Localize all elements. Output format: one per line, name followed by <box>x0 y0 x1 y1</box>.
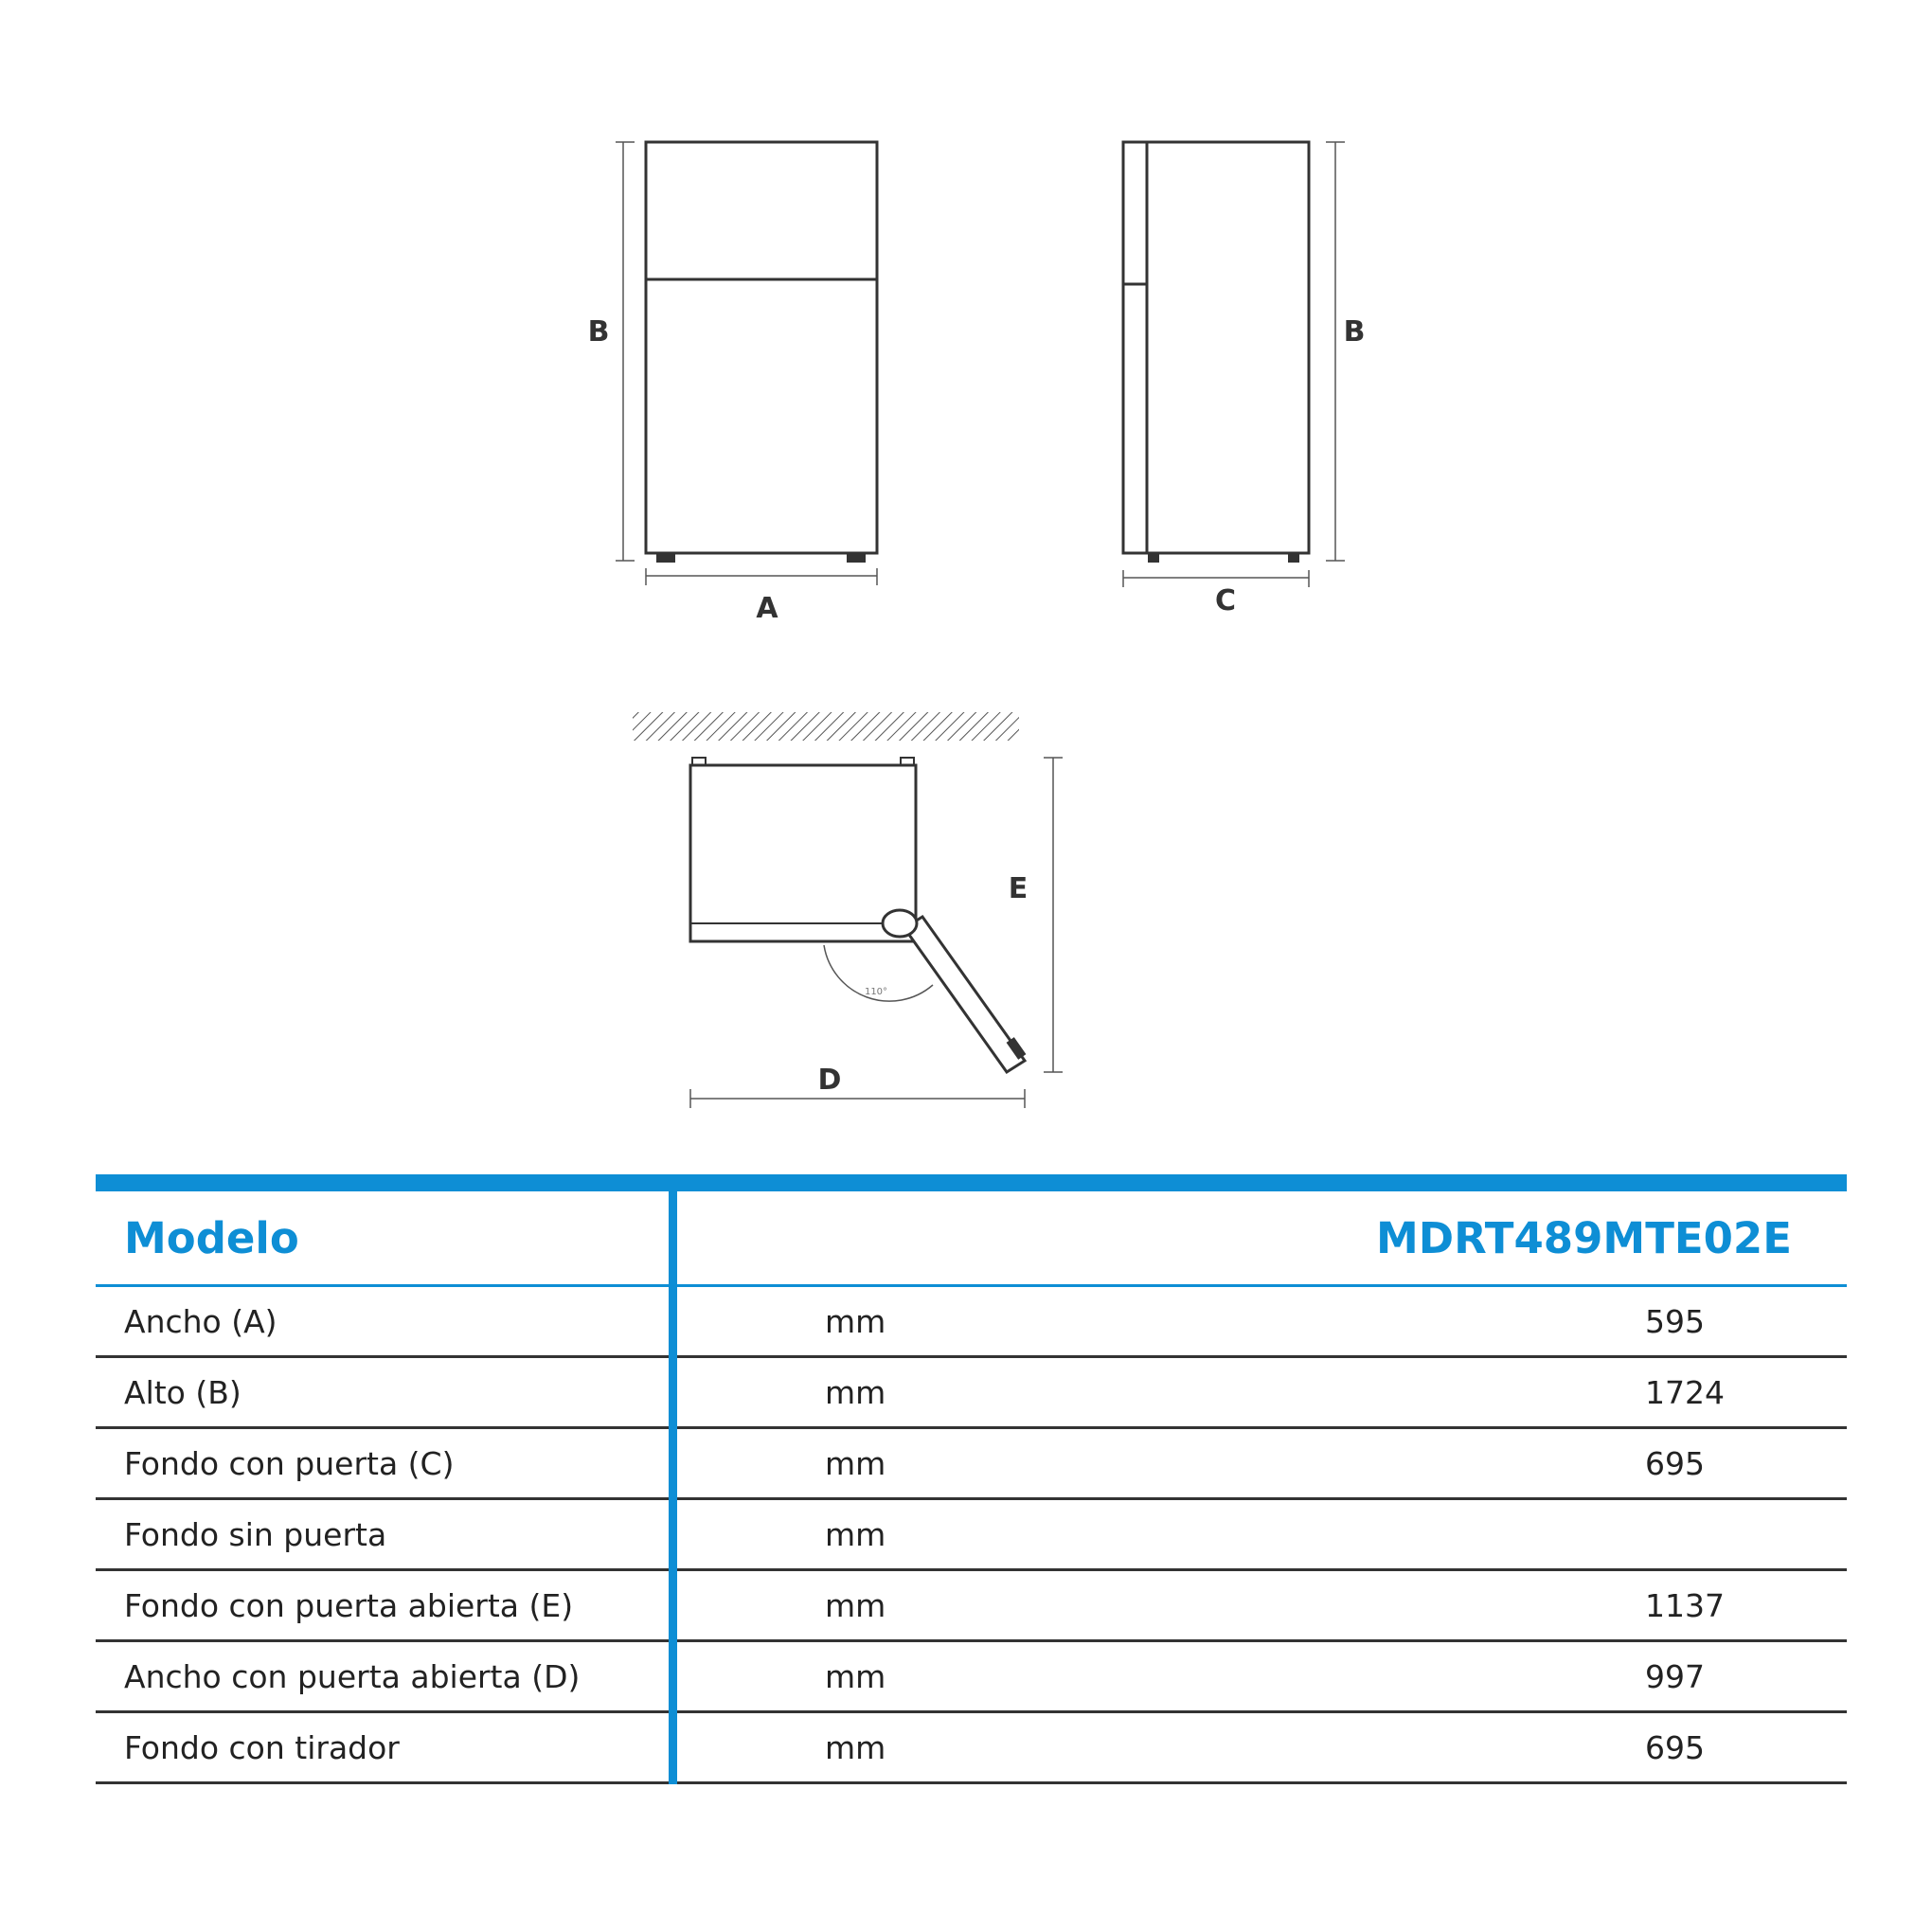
column-separator <box>669 1357 677 1428</box>
side-height-label: B <box>1343 315 1366 349</box>
side-foot-left <box>1148 553 1159 563</box>
table-row <box>96 1641 1847 1712</box>
front-height-label: B <box>587 315 610 349</box>
column-separator <box>669 1499 677 1570</box>
top-fridge-body <box>690 765 916 941</box>
row-label: Alto (B) <box>96 1357 669 1428</box>
column-separator <box>669 1190 677 1286</box>
front-view <box>588 142 877 625</box>
table-row <box>96 1428 1847 1499</box>
front-foot-right <box>847 553 866 563</box>
column-separator <box>669 1570 677 1641</box>
opening-angle-label: 110° <box>864 987 888 997</box>
table-header-row <box>96 1190 1847 1286</box>
front-fridge-body <box>646 142 877 553</box>
table-row <box>96 1570 1847 1641</box>
row-unit: mm <box>677 1428 1084 1499</box>
side-view <box>1123 142 1365 617</box>
front-width-label: A <box>756 592 778 625</box>
row-value: 1137 <box>1084 1570 1847 1641</box>
table-top-bar <box>96 1174 1847 1190</box>
row-unit: mm <box>677 1499 1084 1570</box>
table-row <box>96 1357 1847 1428</box>
top-depth-label: E <box>1008 872 1029 905</box>
side-fridge-body <box>1123 142 1309 553</box>
row-label: Ancho con puerta abierta (D) <box>96 1641 669 1712</box>
front-height-dimension <box>616 142 635 561</box>
front-width-dimension <box>646 568 877 585</box>
row-unit: mm <box>677 1286 1084 1357</box>
table-row <box>96 1286 1847 1357</box>
row-unit: mm <box>677 1712 1084 1783</box>
side-depth-label: C <box>1214 584 1237 617</box>
open-door <box>883 910 1025 1072</box>
row-value: 1724 <box>1084 1357 1847 1428</box>
table-row <box>96 1712 1847 1783</box>
wall-hatch <box>633 712 1019 741</box>
spec-table <box>96 1174 1847 1784</box>
column-separator <box>669 1428 677 1499</box>
row-value: 997 <box>1084 1641 1847 1712</box>
column-separator <box>669 1712 677 1783</box>
top-view <box>633 712 1063 1108</box>
row-value: 695 <box>1084 1428 1847 1499</box>
front-foot-left <box>656 553 675 563</box>
row-value <box>1084 1499 1847 1570</box>
row-label: Fondo con puerta abierta (E) <box>96 1570 669 1641</box>
row-unit: mm <box>677 1570 1084 1641</box>
top-width-dimension <box>690 1089 1025 1108</box>
row-label: Fondo con tirador <box>96 1712 669 1783</box>
header-label: Modelo <box>96 1190 669 1286</box>
row-unit: mm <box>677 1641 1084 1712</box>
column-separator <box>669 1286 677 1357</box>
row-label: Fondo con puerta (C) <box>96 1428 669 1499</box>
row-unit: mm <box>677 1357 1084 1428</box>
row-label: Ancho (A) <box>96 1286 669 1357</box>
row-value: 595 <box>1084 1286 1847 1357</box>
header-model: MDRT489MTE02E <box>677 1190 1847 1286</box>
column-separator <box>669 1641 677 1712</box>
table-row <box>96 1499 1847 1570</box>
row-label: Fondo sin puerta <box>96 1499 669 1570</box>
top-width-label: D <box>817 1064 842 1097</box>
side-foot-right <box>1288 553 1299 563</box>
side-height-dimension <box>1326 142 1345 561</box>
row-value: 695 <box>1084 1712 1847 1783</box>
top-depth-dimension <box>1044 758 1063 1072</box>
